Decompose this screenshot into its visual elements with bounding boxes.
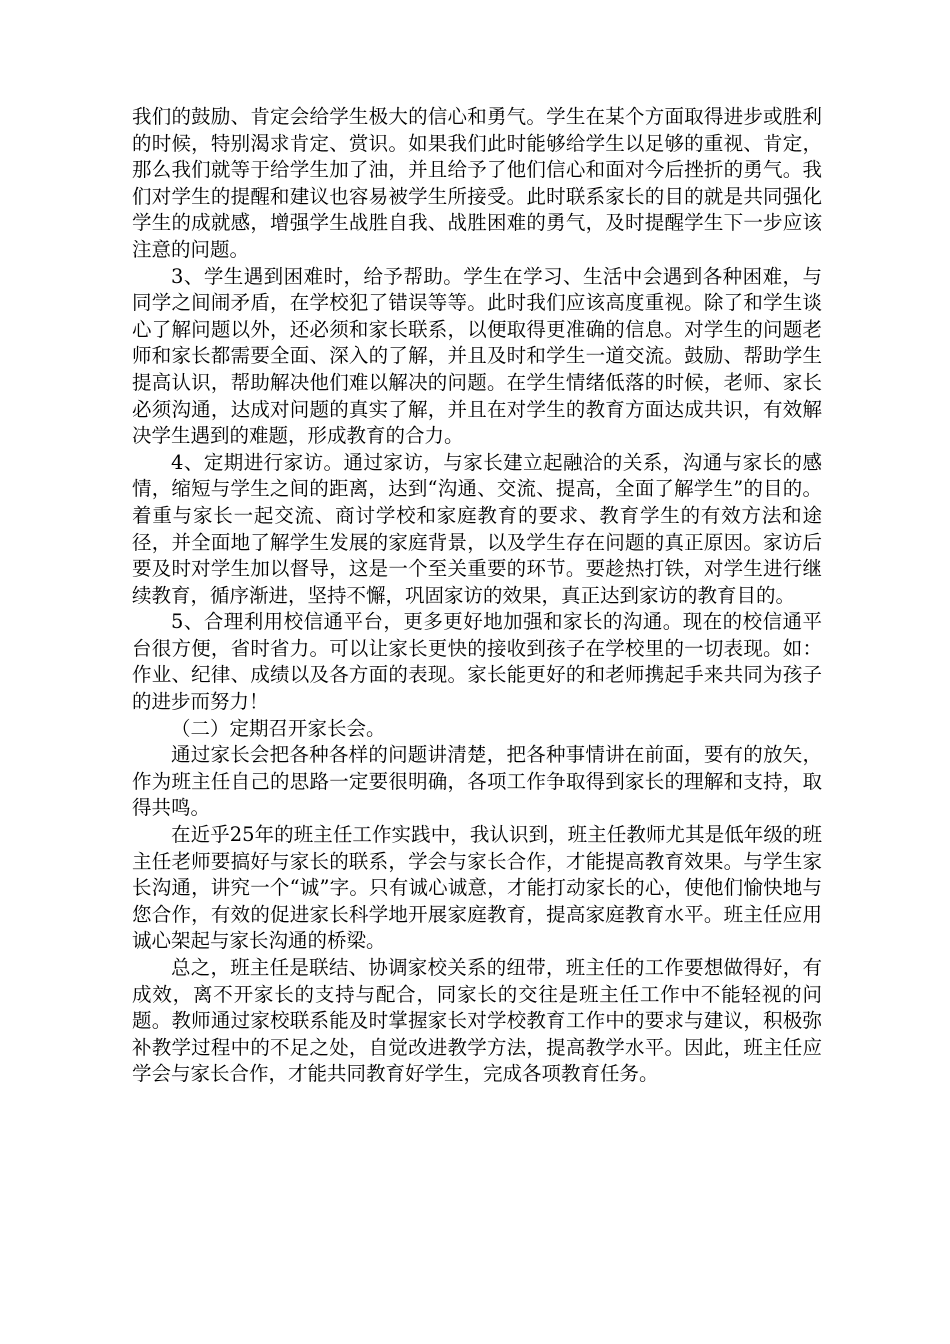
paragraph-parent-meetings: 通过家长会把各种各样的问题讲清楚，把各种事情讲在前面，要有的放矢，作为班主任自己的思路一定要很明确，各项工作争取得到家长的理解和支持，取得共鸣。: [132, 743, 822, 820]
section-heading-parent-meetings: （二）定期召开家长会。: [171, 716, 386, 740]
paragraph-encouragement: 我们的鼓励、肯定会给学生极大的信心和勇气。学生在某个方面取得进步或胜利的时候，特别渴求肯定、赏识。如果我们此时能够给学生以足够的重视、肯定，那么我们就等于给学生加了油，并且给予了他们信心和面对今后挫折的勇气。我们对学生的提醒和建议也容易被学生所接受。此时联系家长的目的就是共同强化学生的成就感，增强学生战胜自我、战胜困难的勇气，及时提醒学生下一步应该注意的问题。: [132, 105, 822, 261]
paragraph-experience: 在近乎25年的班主任工作实践中，我认识到，班主任教师尤其是低年级的班主任老师要搞好与家长的联系，学会与家长合作，才能提高教育效果。与学生家长沟通，讲究一个“诚”字。只有诚心诚意，才能打动家长的心，使他们愉快地与您合作，有效的促进家长科学地开展家庭教育，提高家庭教育水平。班主任应用诚心架起与家长沟通的桥梁。: [132, 823, 822, 953]
paragraph-help-difficulties: 3、学生遇到困难时，给予帮助。学生在学习、生活中会遇到各种困难，与同学之间闹矛盾，在学校犯了错误等等。此时我们应该高度重视。除了和学生谈心了解问题以外，还必须和家长联系，以便取得更准确的信息。对学生的问题老师和家长都需要全面、深入的了解，并且及时和学生一道交流。鼓励、帮助学生提高认识，帮助解决他们难以解决的问题。在学生情绪低落的时候，老师、家长必须沟通，达成对问题的真实了解，并且在对学生的教育方面达成共识，有效解决学生遇到的难题，形成教育的合力。: [132, 264, 822, 448]
document-page: [132, 104, 822, 1088]
paragraph-conclusion: 总之，班主任是联结、协调家校关系的纽带，班主任的工作要想做得好，有成效，离不开家长的支持与配合，同家长的交往是班主任工作中不能轻视的问题。教师通过家校联系能及时掌握家长对学校教育工作中的要求与建议，积极弥补教学过程中的不足之处，自觉改进教学方法，提高教学水平。因此，班主任应学会与家长合作，才能共同教育好学生，完成各项教育任务。: [132, 956, 822, 1086]
paragraph-home-visits: 4、定期进行家访。通过家访，与家长建立起融洽的关系，沟通与家长的感情，缩短与学生之间的距离，达到“沟通、交流、提高，全面了解学生”的目的。着重与家长一起交流、商讨学校和家庭教育的要求、教育学生的有效方法和途径，并全面地了解学生发展的家庭背景，以及学生存在问题的真正原因。家访后要及时对学生加以督导，这是一个至关重要的环节。要趁热打铁，对学生进行继续教育，循序渐进，坚持不懈，巩固家访的效果，真正达到家访的教育目的。: [132, 450, 822, 607]
paragraph-school-messaging: 5、合理利用校信通平台，更多更好地加强和家长的沟通。现在的校信通平台很方便，省时省力。可以让家长更快的接收到孩子在学校里的一切表现。如：作业、纪律、成绩以及各方面的表现。家长能更好的和老师携起手来共同为孩子的进步而努力！: [132, 610, 822, 714]
